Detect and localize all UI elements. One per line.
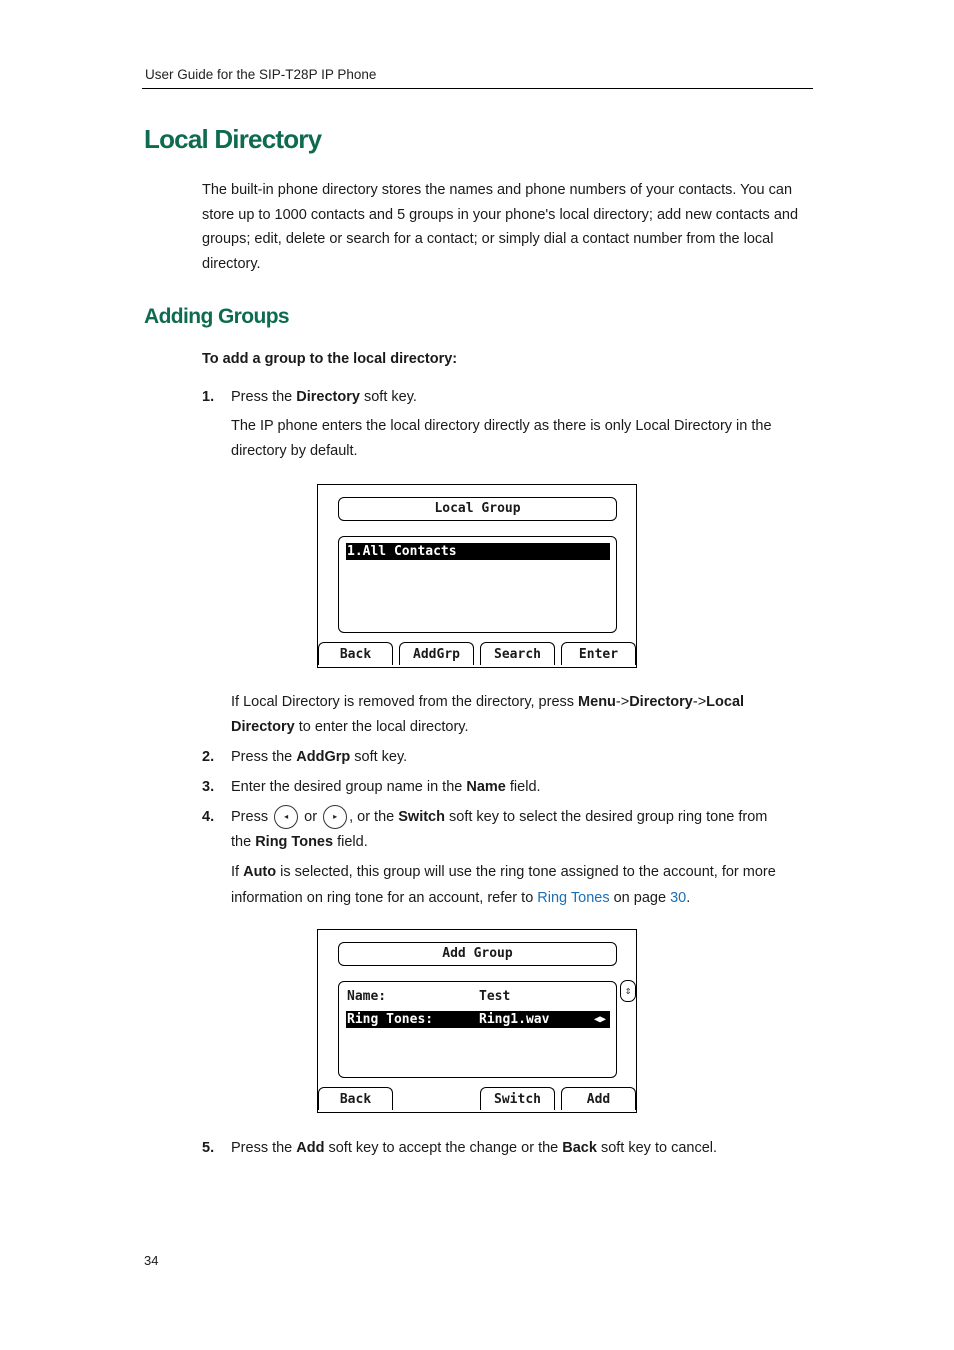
intro-paragraph: The built-in phone directory stores the names and phone numbers of your contacts. You can store up to 1000 contacts and 5 groups in your phone's local directory; add new contacts and groups; edit, delete or search for a contact; or simply dial a contact number from the local directory. bbox=[202, 182, 799, 273]
running-header: User Guide for the SIP-T28P IP Phone bbox=[145, 67, 377, 82]
softkey-bar bbox=[318, 642, 636, 667]
procedure-title: To add a group to the local directory: bbox=[202, 351, 458, 367]
page-link[interactable]: 30 bbox=[670, 890, 687, 906]
softkey-switch[interactable]: Switch bbox=[480, 1087, 555, 1110]
page-number: 34 bbox=[144, 1253, 159, 1268]
step-1-note-2b: Directory to enter the local directory. bbox=[231, 719, 469, 735]
name-field[interactable]: Name: Test bbox=[347, 989, 511, 1004]
step-number: 3. bbox=[202, 779, 215, 795]
left-key-icon: ◂ bbox=[274, 805, 298, 829]
ring-tones-field[interactable]: Ring Tones: Ring1.wav ◀▶ bbox=[346, 1011, 610, 1028]
step-5: Press the Add soft key to accept the change or the Back soft key to cancel. bbox=[231, 1140, 718, 1156]
step-2: Press the AddGrp soft key. bbox=[231, 749, 408, 765]
phone-screen-add-group bbox=[317, 929, 637, 1113]
softkey-add[interactable]: Add bbox=[561, 1087, 636, 1110]
step-4-note: If Auto is selected, this group will use the ring tone assigned to the account, for more bbox=[231, 864, 776, 880]
softkey-bar bbox=[318, 1087, 636, 1112]
subsection-title: Adding Groups bbox=[144, 305, 290, 328]
phone-screen-local-group bbox=[317, 484, 637, 668]
screen-title: Local Group bbox=[338, 497, 617, 521]
step-4-line-2: the Ring Tones field. bbox=[231, 834, 368, 850]
softkey-back[interactable]: Back bbox=[318, 1087, 393, 1110]
step-number: 2. bbox=[202, 749, 215, 765]
step-1-note-2: If Local Directory is removed from the directory, press Menu->Directory->Local bbox=[231, 694, 745, 710]
softkey-addgrp[interactable]: AddGrp bbox=[399, 642, 474, 665]
left-right-arrows-icon: ◀▶ bbox=[593, 1014, 606, 1025]
header-rule bbox=[142, 88, 813, 89]
section-title: Local Directory bbox=[144, 124, 322, 154]
ring-tones-link[interactable]: Ring Tones bbox=[537, 890, 610, 906]
step-1-note: The IP phone enters the local directory directly as there is only Local Directory in the directory by default. bbox=[231, 418, 772, 459]
screen-title: Add Group bbox=[338, 942, 617, 966]
group-list bbox=[338, 536, 617, 633]
step-4-note-line-2: information on ring tone for an account, refer to Ring Tones on page 30. bbox=[231, 890, 691, 906]
step-3: Enter the desired group name in the Name field. bbox=[231, 779, 541, 795]
softkey-back[interactable]: Back bbox=[318, 642, 393, 665]
step-4: Press ◂ or ▸ , or the Switch soft key to select the desired group ring tone from bbox=[231, 805, 767, 829]
group-form bbox=[338, 981, 617, 1078]
right-key-icon: ▸ bbox=[323, 805, 347, 829]
step-1: Press the Directory soft key. bbox=[231, 389, 417, 405]
scroll-indicator-icon: ⇕ bbox=[620, 980, 636, 1002]
step-number: 5. bbox=[202, 1140, 215, 1156]
softkey-enter[interactable]: Enter bbox=[561, 642, 636, 665]
step-number: 1. bbox=[202, 389, 215, 405]
step-number: 4. bbox=[202, 809, 215, 825]
list-item-selected[interactable]: 1.All Contacts bbox=[346, 543, 610, 560]
softkey-search[interactable]: Search bbox=[480, 642, 555, 665]
